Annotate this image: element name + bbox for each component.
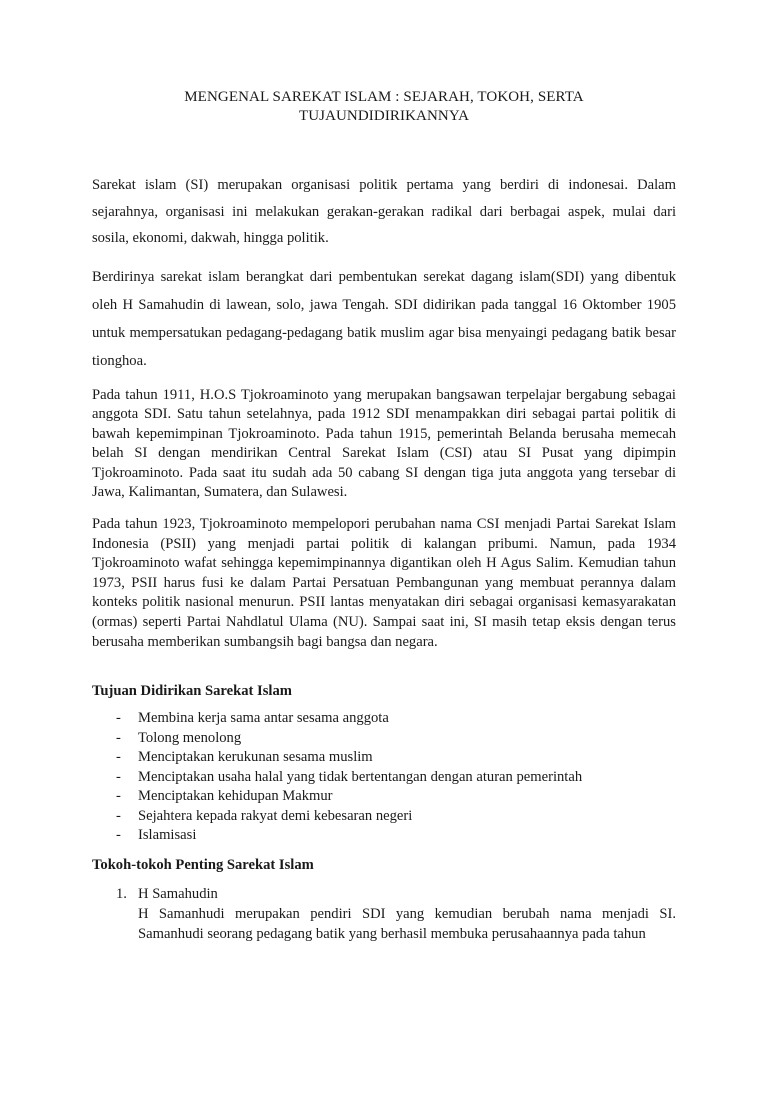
bullet-dash: - — [116, 788, 121, 805]
goals-list — [92, 709, 676, 846]
goal-text: Tolong menolong — [138, 729, 242, 746]
goal-text: Menciptakan kerukunan sesama muslim — [138, 749, 373, 766]
paragraph-intro: Sarekat islam (SI) merupakan organisasi politik pertama yang berdiri di indonesai. Dalam sejarahnya, organisasi ini melakukan gerakan-gerakan radikal dari berbagai aspek, mulai dari sosila, ekonomi, dakwah, hingga politik. — [92, 177, 676, 246]
goal-text: Menciptakan kehidupan Makmur — [138, 788, 333, 805]
paragraph-tjokroaminoto: Pada tahun 1911, H.O.S Tjokroaminoto yang merupakan bangsawan terpelajar bergabung sebagai anggota SDI. Satu tahun setelahnya, pada 1912 SDI menampakkan diri sebagai partai politik di bawah kepemimpinan Tjokroaminoto. Pada tahun 1915, pemerintah Belanda berusaha memecah belah SI dengan mendirikan Central Sarekat Islam (CSI) atau SI Pusat yang dipimpin Tjokroaminoto. Pada saat itu sudah ada 50 cabang SI dengan tiga juta anggota yang tersebar di Jawa, Kalimantan, Sumatera, dan Sulawesi. — [92, 386, 676, 501]
goal-text: Membina kerja sama antar sesama anggota — [138, 710, 389, 727]
goal-text: Menciptakan usaha halal yang tidak bertentangan dengan aturan pemerintah — [138, 768, 583, 785]
bullet-dash: - — [116, 729, 121, 746]
list-item — [92, 709, 676, 729]
document-page — [0, 88, 768, 1112]
list-item — [92, 826, 676, 846]
list-item — [92, 884, 676, 944]
paragraph-founding: Berdirinya sarekat islam berangkat dari pembentukan serekat dagang islam(SDI) yang dibentuk oleh H Samahudin di lawean, solo, jawa Tengah. SDI didirikan pada tanggal 16 Oktomber 1905 untuk mempersatukan pedagang-pedagang batik muslim agar bisa menyaingi pedagang batik besar tionghoa. — [92, 268, 676, 369]
figure-name: H Samahudin — [138, 885, 218, 902]
list-item — [92, 729, 676, 749]
goal-text: Sejahtera kepada rakyat demi kebesaran negeri — [138, 807, 413, 824]
paragraph-psii: Pada tahun 1923, Tjokroaminoto mempelopori perubahan nama CSI menjadi Partai Sarekat Islam Indonesia (PSII) yang menjadi partai politik di kalangan pribumi. Namun, pada 1934 Tjokroaminoto wafat sehingga kepemimpinannya digantikan oleh H Agus Salim. Kemudian tahun 1973, PSII harus fusi ke dalam Partai Persatuan Pembangunan yang membuat perannya dalam konteks politik nasional menurun. PSII lantas menyatakan diri sebagai organisasi kemasyarakatan (ormas) seperti Partai Nahdlatul Ulama (NU). Sampai saat ini, SI masih tetap eksis dengan terus berusaha memberikan sumbangsih bagi bangsa dan negara. — [92, 516, 676, 650]
figure-description: H Samanhudi merupakan pendiri SDI yang kemudian berubah nama menjadi SI. Samanhudi seorang pedagang batik yang berhasil membuka perusahaannya pada tahun — [138, 905, 676, 942]
list-item — [92, 748, 676, 768]
figures-heading: Tokoh-tokoh Penting Sarekat Islam — [92, 856, 314, 873]
bullet-dash: - — [116, 807, 121, 824]
figure-number: 1. — [116, 885, 127, 902]
list-item — [92, 768, 676, 788]
goal-text: Islamisasi — [138, 827, 197, 844]
title-line-2: TUJAUNDIDIRIKANNYA — [298, 108, 470, 124]
figures-list — [92, 884, 676, 944]
bullet-dash: - — [116, 749, 121, 766]
bullet-dash: - — [116, 710, 121, 727]
goals-heading: Tujuan Didirikan Sarekat Islam — [92, 683, 292, 700]
list-item — [92, 787, 676, 807]
bullet-dash: - — [116, 768, 121, 785]
bullet-dash: - — [116, 827, 121, 844]
list-item — [92, 807, 676, 827]
document-title — [92, 88, 676, 126]
title-line-1: MENGENAL SAREKAT ISLAM : SEJARAH, TOKOH, SERTA — [184, 89, 584, 105]
